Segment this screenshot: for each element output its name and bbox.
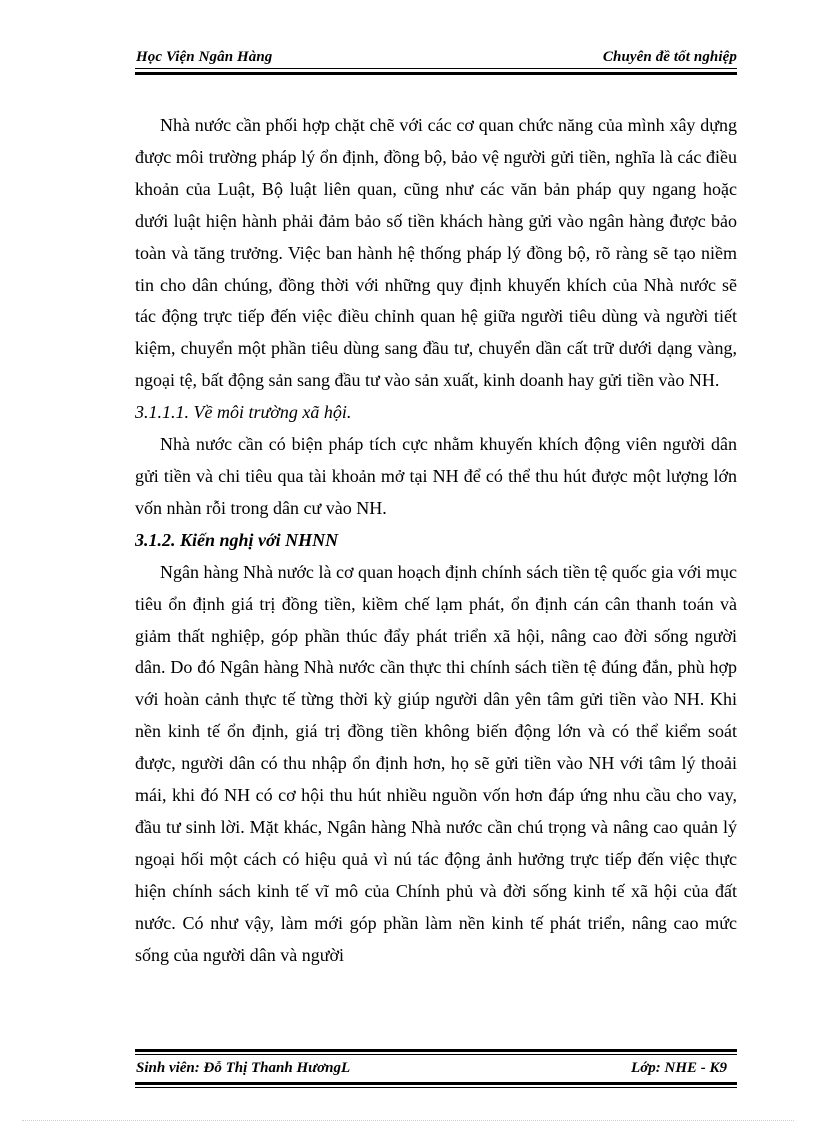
header-document-type: Chuyên đề tốt nghiệp: [602, 49, 737, 65]
page-footer: [135, 1058, 737, 1082]
subheading-social-environment: 3.1.1.1. Về môi trường xã hội.: [135, 402, 352, 423]
header-institution: Học Viện Ngân Hàng: [136, 49, 273, 65]
header-rule-thin: [135, 68, 737, 69]
page-body: [135, 110, 737, 971]
footer-rule-thick-bottom: [135, 1082, 737, 1085]
page-header: [135, 47, 737, 69]
paragraph-social-environment: Nhà nước cần có biện pháp tích cực nhằm khuyến khích động viên người dân gửi tiền và chi tiêu qua tài khoản mở tại NH để có thể thu hút được một lượng lớn vốn nhàn rỗi trong dân cư vào NH.: [135, 434, 737, 518]
section-heading-recommendations: 3.1.2. Kiến nghị với NHNN: [135, 529, 339, 550]
footer-rule-thin-bottom: [135, 1087, 737, 1088]
page-edge: [22, 1120, 794, 1121]
footer-student: Sinh viên: Đỗ Thị Thanh HươngL: [136, 1060, 351, 1076]
paragraph-legal-environment: Nhà nước cần phối hợp chặt chẽ với các cơ quan chức năng của mình xây dựng được môi trường pháp lý ổn định, đồng bộ, bảo vệ người gửi tiền, nghĩa là các điều khoản của Luật, Bộ luật liên quan, cũng như các văn bản pháp quy ngang hoặc dưới luật hiện hành phải đảm bảo số tiền khách hàng gửi vào ngân hàng được bảo toàn và tăng trưởng. Việc ban hành hệ thống pháp lý đồng bộ, rõ ràng sẽ tạo niềm tin cho dân chúng, đồng thời với những quy định khuyến khích của Nhà nước sẽ tác động trực tiếp đến việc điều chỉnh quan hệ giữa người tiêu dùng và người tiết kiệm, chuyển một phần tiêu dùng sang đầu tư, chuyển dần cất trữ dưới dạng vàng, ngoại tệ, bất động sản sang đầu tư vào sản xuất, kinh doanh hay gửi tiền vào NH.: [135, 115, 737, 391]
footer-rule-thick-top: [135, 1049, 737, 1052]
header-rule-thick: [135, 72, 737, 75]
footer-rule-thin-top: [135, 1054, 737, 1055]
paragraph-state-bank: Ngân hàng Nhà nước là cơ quan hoạch định chính sách tiền tệ quốc gia với mục tiêu ổn định giá trị đồng tiền, kiềm chế lạm phát, ổn định cán cân thanh toán và giảm thất nghiệp, góp phần thúc đẩy phát triển xã hội, nâng cao đời sống người dân. Do đó Ngân hàng Nhà nước cần thực thi chính sách tiền tệ đúng đắn, phù hợp với hoàn cảnh thực tế từng thời kỳ giúp người dân yên tâm gửi tiền vào NH. Khi nền kinh tế ổn định, giá trị đồng tiền không biến động lớn và có thể kiểm soát được, người dân có thu nhập ổn định hơn, họ sẽ gửi tiền vào NH với tâm lý thoải mái, khi đó NH có cơ hội thu hút nhiều nguồn vốn hơn đáp ứng nhu cầu cho vay, đầu tư sinh lời. Mặt khác, Ngân hàng Nhà nước cần chú trọng và nâng cao quản lý ngoại hối một cách có hiệu quả vì nú tác động ảnh hưởng trực tiếp đến việc thực hiện chính sách kinh tế vĩ mô của Chính phủ và đời sống kinh tế xã hội của đất nước. Có như vậy, làm mới góp phần làm nền kinh tế phát triển, nâng cao mức sống của người dân và người: [135, 561, 737, 965]
footer-class: Lớp: NHE - K9: [631, 1060, 727, 1076]
